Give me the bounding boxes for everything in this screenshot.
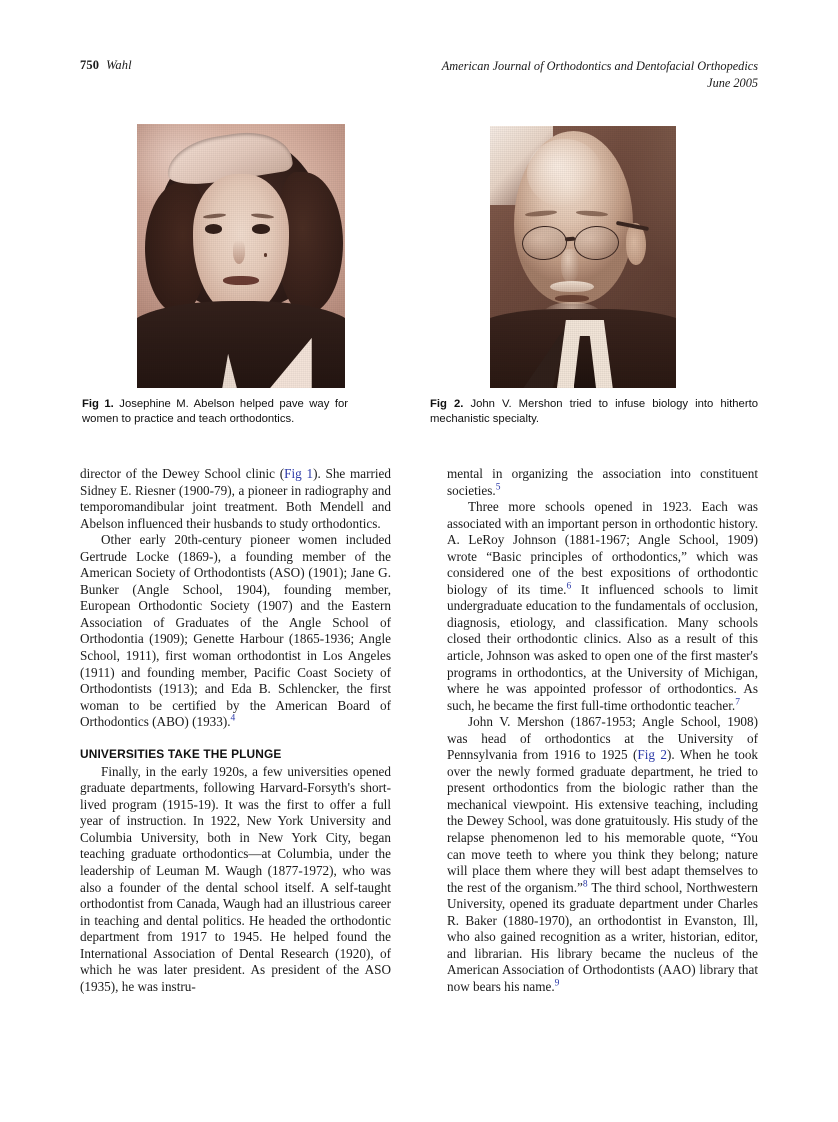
paragraph-text: The third school, Northwestern University, opened its graduate department under Charles R. Baker (1880-1970), an orthodontist in Evanston, Ill, who also gained recognition as a writer, historian, editor, and librarian. His library became the nucleus of the American Association of Orthodontists (AAO) library that now bears his name. [447,879,758,994]
paragraph-text: ). She married Sidney E. Riesner (1900-79), a pioneer in radiography and temporomandibular joint treatment. Both Mendell and Abelson influenced their husbands to study orthodontics. [80,466,391,531]
paragraph: Finally, in the early 1920s, a few universities opened graduate departments, following Harvard-Forsyth's short-lived program (1915-19). It was the first to offer a full year of instruction. In 1922, New York University and Columbia University, both in New York City, began teaching graduate orthodontics—at Columbia, under the leadership of Leuman M. Waugh (1877-1972), who was also a founder of the dental school itself. A self-taught orthodontist from Canada, Waugh had an illustrious career in teaching and dental politics. He headed the orthodontic department from 1917 to 1945. He helped found the International Association of Dental Research (1920), of which he was later president. As president of the ASO (1935), he was instru- [80,763,391,994]
running-head-left [80,58,132,73]
journal-title: American Journal of Orthodontics and Dentofacial Orthopedics [441,59,758,73]
running-head-author: Wahl [106,58,132,72]
paragraph [447,714,758,995]
running-head-right [442,58,758,91]
paragraph [80,466,391,532]
body-columns [80,466,758,1066]
figure-1 [82,124,349,426]
citation-link-5[interactable]: 5 [495,482,501,493]
paragraph-text: It influenced schools to limit undergraduate education to the fundamentals of occlusion, diagnosis, etiology, and classification. Many schools closed their orthodontic clinics. Also as a result of this article, Johnson was asked to open one of the first master's programs in orthodontics, at the University of Michigan, where he was appointed professor of orthodontics. As such, he became the first full-time orthodontic teacher. [447,581,758,713]
paragraph-text: Other early 20th-century pioneer women included Gertrude Locke (1869-), a founding member of the American Society of Orthodontists (ASO) (1901); Jane G. Bunker (Angle School, 1904), founding member, European Orthodontic Society (1907) and the Eastern Association of Graduates of the Angle School of Orthodontia (1909); Genette Harbour (1865-1936; Angle School, 1911), first woman orthodontist in Los Angeles (1911) and founding member, Pacific Coast Society of Orthodontists (1913); and Eda B. Schlencker, the first woman to be certified by the American Board of Orthodontics (ABO) (1933). [80,532,391,730]
citation-link-9[interactable]: 9 [554,978,560,989]
page-number: 750 [80,58,100,72]
column-left [80,466,391,995]
paragraph-text: John V. Mershon (1867-1953; Angle School, 1908) was head of orthodontics at the University of Pennsylvania from 1916 to 1925 ( [447,714,758,763]
running-head [80,58,758,104]
paragraph [447,466,758,499]
paragraph-text: director of the Dewey School clinic ( [80,466,285,481]
figure-2-caption [430,397,758,426]
portrait-abelson [137,124,345,388]
column-right [447,466,758,996]
portrait-mershon [490,126,676,388]
figure-1-caption-text: Josephine M. Abelson helped pave way for women to practice and teach orthodontics. [82,398,349,425]
citation-link-8[interactable]: 8 [582,879,588,890]
paragraph [80,532,391,731]
citation-link-6[interactable]: 6 [566,581,572,592]
figure-2-caption-text: John V. Mershon tried to infuse biology into hitherto mechanistic specialty. [430,398,759,425]
figure-1-reference-link[interactable]: Fig 1 [284,466,314,481]
figure-2-image [490,126,676,388]
figure-1-caption [82,397,348,426]
figure-2-reference-link[interactable]: Fig 2 [637,747,667,763]
section-heading: UNIVERSITIES TAKE THE PLUNGE [80,746,282,761]
citation-link-4[interactable]: 4 [230,713,236,724]
figure-1-label: Fig 1. [82,398,114,410]
figure-1-image [137,124,345,388]
paragraph-text: mental in organizing the association into constituent societies. [447,466,758,498]
paragraph-text: ). When he took over the newly formed graduate department, he tried to present orthodontics from the biologic rather than the mechanical viewpoint. His extensive teaching, including the Dewey School, was done gratuitously. His study of the relapse phenomenon led to his memorable quote, “You can move teeth to where you think they belong; nature will place them where they will best adapt themselves to the rest of the organism.” [447,747,759,895]
paragraph [447,499,758,714]
issue-date: June 2005 [707,75,758,90]
figure-2 [430,126,759,426]
citation-link-7[interactable]: 7 [735,697,740,708]
paragraph-text: Three more schools opened in 1923. Each was associated with an important person in orthodontic history. A. LeRoy Johnson (1881-1967; Angle School, 1909) wrote “Basic principles of orthodontics,” which was considered one of the best expositions of orthodontic biology of its time. [447,499,758,597]
figure-2-label: Fig 2. [430,398,464,410]
